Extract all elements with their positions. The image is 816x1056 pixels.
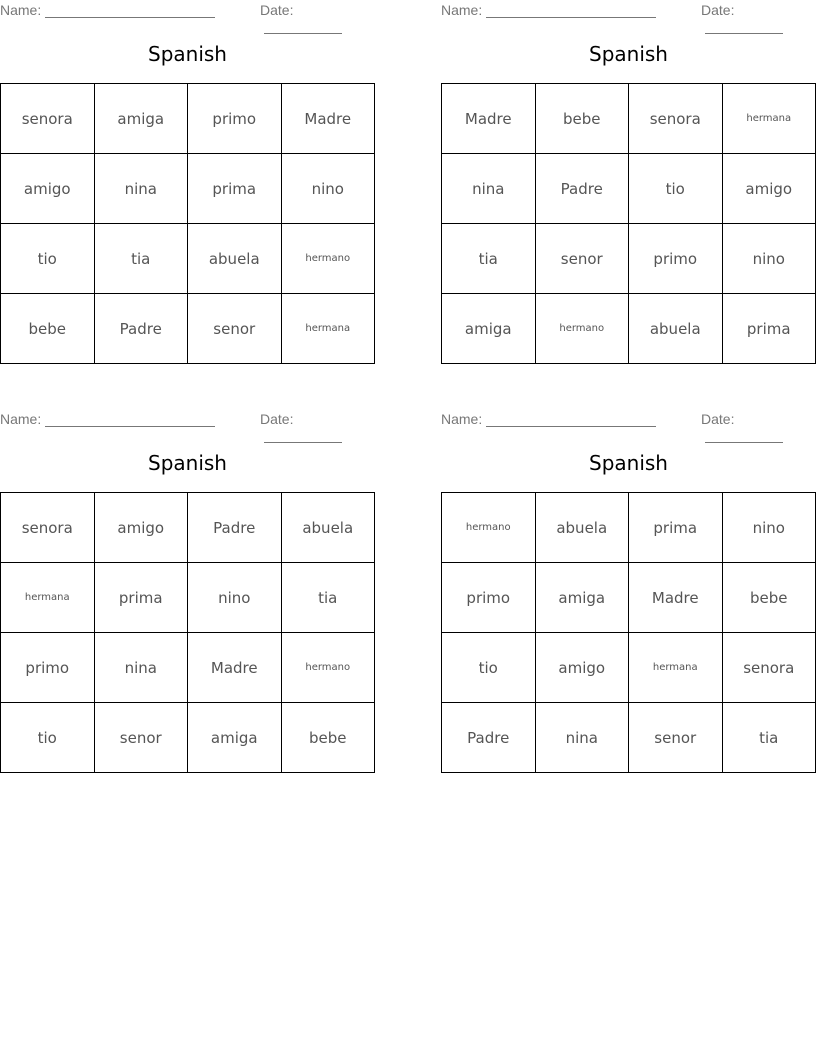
bingo-cell: primo — [629, 224, 723, 294]
bingo-cell: senora — [629, 84, 723, 154]
date-label: Date: — [260, 2, 294, 18]
date-label: Date: — [701, 411, 735, 427]
name-label: Name: — [0, 2, 42, 18]
bingo-cell: hermana — [722, 84, 816, 154]
bingo-cell: hermano — [442, 493, 536, 563]
grid-row — [442, 294, 816, 364]
bingo-cell: tio — [629, 154, 723, 224]
grid-row — [1, 563, 375, 633]
bingo-cell: prima — [722, 294, 816, 364]
bingo-cell: Padre — [94, 294, 188, 364]
bingo-cell: primo — [442, 563, 536, 633]
grid-row — [442, 154, 816, 224]
bingo-cell: senora — [1, 493, 95, 563]
bingo-cell: senor — [188, 294, 282, 364]
bingo-cell: nina — [442, 154, 536, 224]
name-line — [486, 3, 656, 18]
date-line — [705, 428, 783, 443]
date-field — [701, 411, 816, 443]
bingo-cell: hermana — [1, 563, 95, 633]
bingo-cell: nina — [94, 154, 188, 224]
card-header — [0, 411, 375, 429]
bingo-cell: Padre — [442, 703, 536, 773]
bingo-cell: senor — [535, 224, 629, 294]
grid-row — [442, 563, 816, 633]
grid-row — [442, 224, 816, 294]
bingo-cell: nino — [722, 493, 816, 563]
name-line — [45, 412, 215, 427]
date-line — [705, 19, 783, 34]
bingo-cell: abuela — [281, 493, 375, 563]
card-header — [441, 2, 816, 20]
date-field — [260, 411, 375, 443]
bingo-cell: amigo — [722, 154, 816, 224]
bingo-grid — [0, 83, 375, 364]
name-line — [486, 412, 656, 427]
bingo-cell: tio — [442, 633, 536, 703]
bingo-cell: prima — [94, 563, 188, 633]
bingo-cell: amiga — [94, 84, 188, 154]
bingo-grid — [441, 83, 816, 364]
bingo-cell: amiga — [442, 294, 536, 364]
bingo-cell: nina — [535, 703, 629, 773]
bingo-grid — [0, 492, 375, 773]
name-field — [441, 2, 656, 18]
bingo-cell: tio — [1, 703, 95, 773]
bingo-cell: Padre — [188, 493, 282, 563]
name-line — [45, 3, 215, 18]
grid-row — [1, 224, 375, 294]
bingo-cell: Madre — [442, 84, 536, 154]
bingo-cell: tia — [722, 703, 816, 773]
bingo-cell: bebe — [1, 294, 95, 364]
bingo-cell: senor — [629, 703, 723, 773]
bingo-cell: nino — [722, 224, 816, 294]
card-title: Spanish — [148, 451, 227, 475]
bingo-cell: bebe — [535, 84, 629, 154]
grid-row — [1, 154, 375, 224]
date-line — [264, 19, 342, 34]
bingo-cell: nino — [188, 563, 282, 633]
bingo-cell: hermano — [535, 294, 629, 364]
bingo-cell: Madre — [281, 84, 375, 154]
bingo-cell: abuela — [629, 294, 723, 364]
card-header — [0, 2, 375, 20]
bingo-cell: hermano — [281, 633, 375, 703]
bingo-cell: amigo — [1, 154, 95, 224]
bingo-cell: amiga — [535, 563, 629, 633]
name-field — [0, 2, 215, 18]
bingo-cell: hermana — [281, 294, 375, 364]
bingo-cell: bebe — [722, 563, 816, 633]
bingo-cell: senor — [94, 703, 188, 773]
bingo-cell: nina — [94, 633, 188, 703]
name-label: Name: — [441, 2, 483, 18]
bingo-cell: hermano — [281, 224, 375, 294]
bingo-cell: abuela — [535, 493, 629, 563]
date-label: Date: — [260, 411, 294, 427]
date-line — [264, 428, 342, 443]
bingo-cell: senora — [1, 84, 95, 154]
bingo-cell: prima — [629, 493, 723, 563]
bingo-cell: amigo — [94, 493, 188, 563]
card-title: Spanish — [589, 42, 668, 66]
bingo-cell: tia — [442, 224, 536, 294]
date-field — [701, 2, 816, 34]
bingo-cell: nino — [281, 154, 375, 224]
bingo-cell: Madre — [188, 633, 282, 703]
bingo-cell: tia — [94, 224, 188, 294]
bingo-cell: primo — [1, 633, 95, 703]
grid-row — [442, 84, 816, 154]
grid-row — [442, 703, 816, 773]
date-label: Date: — [701, 2, 735, 18]
bingo-cell: Madre — [629, 563, 723, 633]
bingo-cell: amiga — [188, 703, 282, 773]
name-label: Name: — [441, 411, 483, 427]
card-title: Spanish — [589, 451, 668, 475]
bingo-cell: hermana — [629, 633, 723, 703]
card-title: Spanish — [148, 42, 227, 66]
bingo-cell: tio — [1, 224, 95, 294]
date-field — [260, 2, 375, 34]
grid-row — [1, 493, 375, 563]
grid-row — [1, 294, 375, 364]
bingo-cell: primo — [188, 84, 282, 154]
card-header — [441, 411, 816, 429]
bingo-cell: abuela — [188, 224, 282, 294]
name-label: Name: — [0, 411, 42, 427]
bingo-cell: bebe — [281, 703, 375, 773]
grid-row — [442, 633, 816, 703]
bingo-cell: prima — [188, 154, 282, 224]
grid-row — [442, 493, 816, 563]
grid-row — [1, 84, 375, 154]
bingo-grid — [441, 492, 816, 773]
bingo-cell: amigo — [535, 633, 629, 703]
bingo-cell: senora — [722, 633, 816, 703]
grid-row — [1, 633, 375, 703]
name-field — [441, 411, 656, 427]
bingo-cell: Padre — [535, 154, 629, 224]
name-field — [0, 411, 215, 427]
grid-row — [1, 703, 375, 773]
bingo-cell: tia — [281, 563, 375, 633]
